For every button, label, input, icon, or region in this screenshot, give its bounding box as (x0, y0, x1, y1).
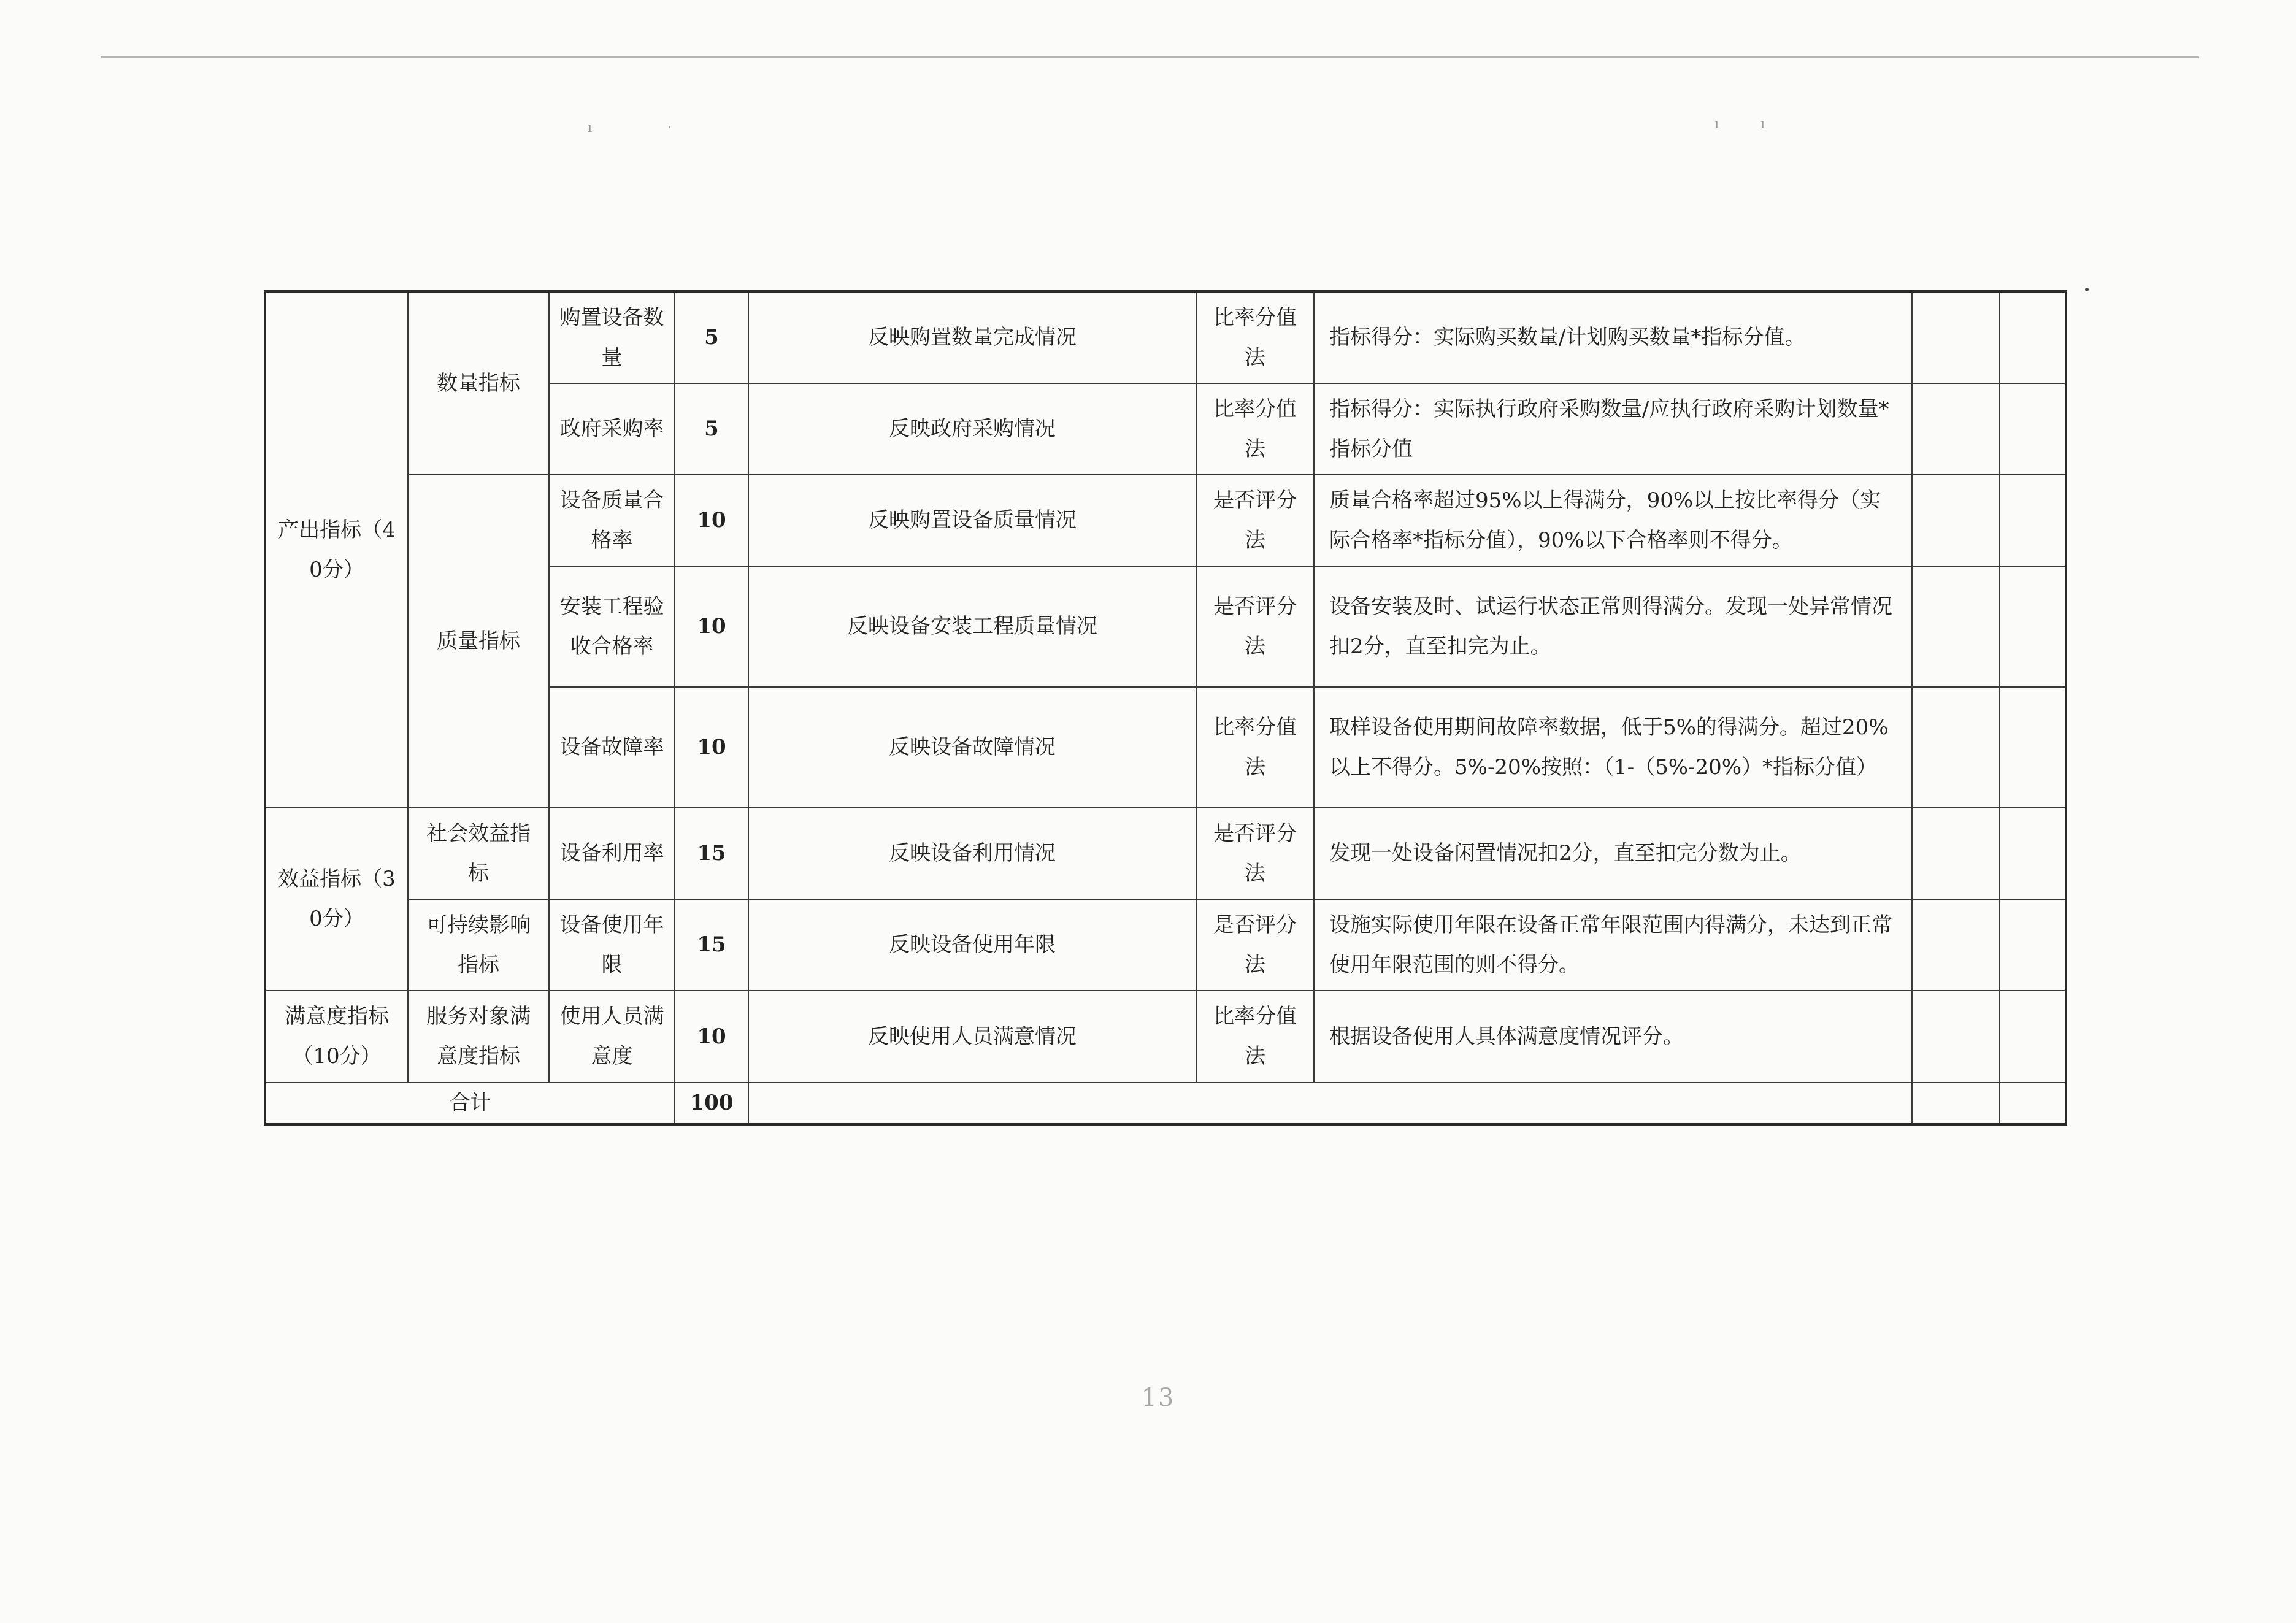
weight-cell: 5 (675, 383, 748, 475)
criteria-cell: 指标得分：实际购买数量/计划购买数量*指标分值。 (1314, 291, 1912, 383)
content-cell: 反映使用人员满意情况 (748, 991, 1196, 1083)
empty-cell (1912, 1083, 2000, 1124)
content-cell: 反映设备使用年限 (748, 899, 1196, 991)
level1-cell: 满意度指标（10分） (265, 991, 408, 1083)
content-cell: 反映购置设备质量情况 (748, 475, 1196, 566)
total-weight: 100 (675, 1083, 748, 1124)
table-row (265, 475, 2066, 566)
level3-cell: 政府采购率 (549, 383, 675, 475)
total-row (265, 1083, 2066, 1124)
criteria-cell: 根据设备使用人具体满意度情况评分。 (1314, 991, 1912, 1083)
empty-cell (2000, 383, 2066, 475)
level1-cell: 产出指标（40分） (265, 291, 408, 808)
empty-cell (1912, 808, 2000, 899)
scan-artifact: ı (588, 120, 593, 136)
weight-cell: 10 (675, 687, 748, 808)
criteria-cell: 设备安装及时、试运行状态正常则得满分。发现一处异常情况扣2分，直至扣完为止。 (1314, 566, 1912, 687)
empty-cell (2000, 566, 2066, 687)
level3-cell: 安装工程验收合格率 (549, 566, 675, 687)
method-cell: 是否评分法 (1196, 475, 1314, 566)
content-cell: 反映设备安装工程质量情况 (748, 566, 1196, 687)
table-row (265, 899, 2066, 991)
level3-cell: 设备质量合格率 (549, 475, 675, 566)
scan-dot (2085, 288, 2089, 291)
level3-cell: 设备故障率 (549, 687, 675, 808)
method-cell: 比率分值法 (1196, 991, 1314, 1083)
method-cell: 是否评分法 (1196, 808, 1314, 899)
level2-cell: 数量指标 (408, 291, 549, 475)
empty-cell (2000, 899, 2066, 991)
level2-cell: 质量指标 (408, 475, 549, 808)
empty-cell (1912, 991, 2000, 1083)
level3-cell: 设备利用率 (549, 808, 675, 899)
criteria-cell: 发现一处设备闲置情况扣2分，直至扣完分数为止。 (1314, 808, 1912, 899)
empty-cell (1912, 291, 2000, 383)
empty-cell (2000, 687, 2066, 808)
empty-cell (2000, 808, 2066, 899)
weight-cell: 15 (675, 899, 748, 991)
content-cell: 反映设备故障情况 (748, 687, 1196, 808)
level3-cell: 使用人员满意度 (549, 991, 675, 1083)
level3-cell: 购置设备数量 (549, 291, 675, 383)
weight-cell: 10 (675, 475, 748, 566)
method-cell: 是否评分法 (1196, 899, 1314, 991)
level2-cell: 社会效益指标 (408, 808, 549, 899)
empty-cell (1912, 687, 2000, 808)
level2-cell: 可持续影响指标 (408, 899, 549, 991)
scan-artifact: ı (1760, 117, 1765, 132)
empty-cell (2000, 1083, 2066, 1124)
method-cell: 比率分值法 (1196, 383, 1314, 475)
empty-cell (2000, 991, 2066, 1083)
method-cell: 是否评分法 (1196, 566, 1314, 687)
empty-cell (2000, 475, 2066, 566)
level1-cell: 效益指标（30分） (265, 808, 408, 991)
evaluation-table (264, 290, 2067, 1126)
table-row (265, 291, 2066, 383)
header-rule (101, 56, 2199, 58)
empty-cell (1912, 475, 2000, 566)
content-cell: 反映政府采购情况 (748, 383, 1196, 475)
content-cell: 反映购置数量完成情况 (748, 291, 1196, 383)
method-cell: 比率分值法 (1196, 687, 1314, 808)
criteria-cell: 取样设备使用期间故障率数据，低于5%的得满分。超过20%以上不得分。5%-20%按照：（1-（5%-20%）*指标分值） (1314, 687, 1912, 808)
criteria-cell: 设施实际使用年限在设备正常年限范围内得满分，未达到正常使用年限范围的则不得分。 (1314, 899, 1912, 991)
empty-cell (748, 1083, 1912, 1124)
level3-cell: 设备使用年限 (549, 899, 675, 991)
empty-cell (1912, 566, 2000, 687)
weight-cell: 15 (675, 808, 748, 899)
weight-cell: 10 (675, 566, 748, 687)
scan-artifact: · (667, 120, 672, 136)
total-label: 合计 (265, 1083, 675, 1124)
table-row (265, 991, 2066, 1083)
criteria-cell: 指标得分：实际执行政府采购数量/应执行政府采购计划数量*指标分值 (1314, 383, 1912, 475)
page-number: 13 (1141, 1384, 1175, 1412)
level2-cell: 服务对象满意度指标 (408, 991, 549, 1083)
scan-artifact: ı (1714, 117, 1719, 132)
weight-cell: 10 (675, 991, 748, 1083)
table-row (265, 808, 2066, 899)
empty-cell (1912, 383, 2000, 475)
weight-cell: 5 (675, 291, 748, 383)
method-cell: 比率分值法 (1196, 291, 1314, 383)
content-cell: 反映设备利用情况 (748, 808, 1196, 899)
empty-cell (1912, 899, 2000, 991)
criteria-cell: 质量合格率超过95%以上得满分，90%以上按比率得分（实际合格率*指标分值），90%以下合格率则不得分。 (1314, 475, 1912, 566)
empty-cell (2000, 291, 2066, 383)
